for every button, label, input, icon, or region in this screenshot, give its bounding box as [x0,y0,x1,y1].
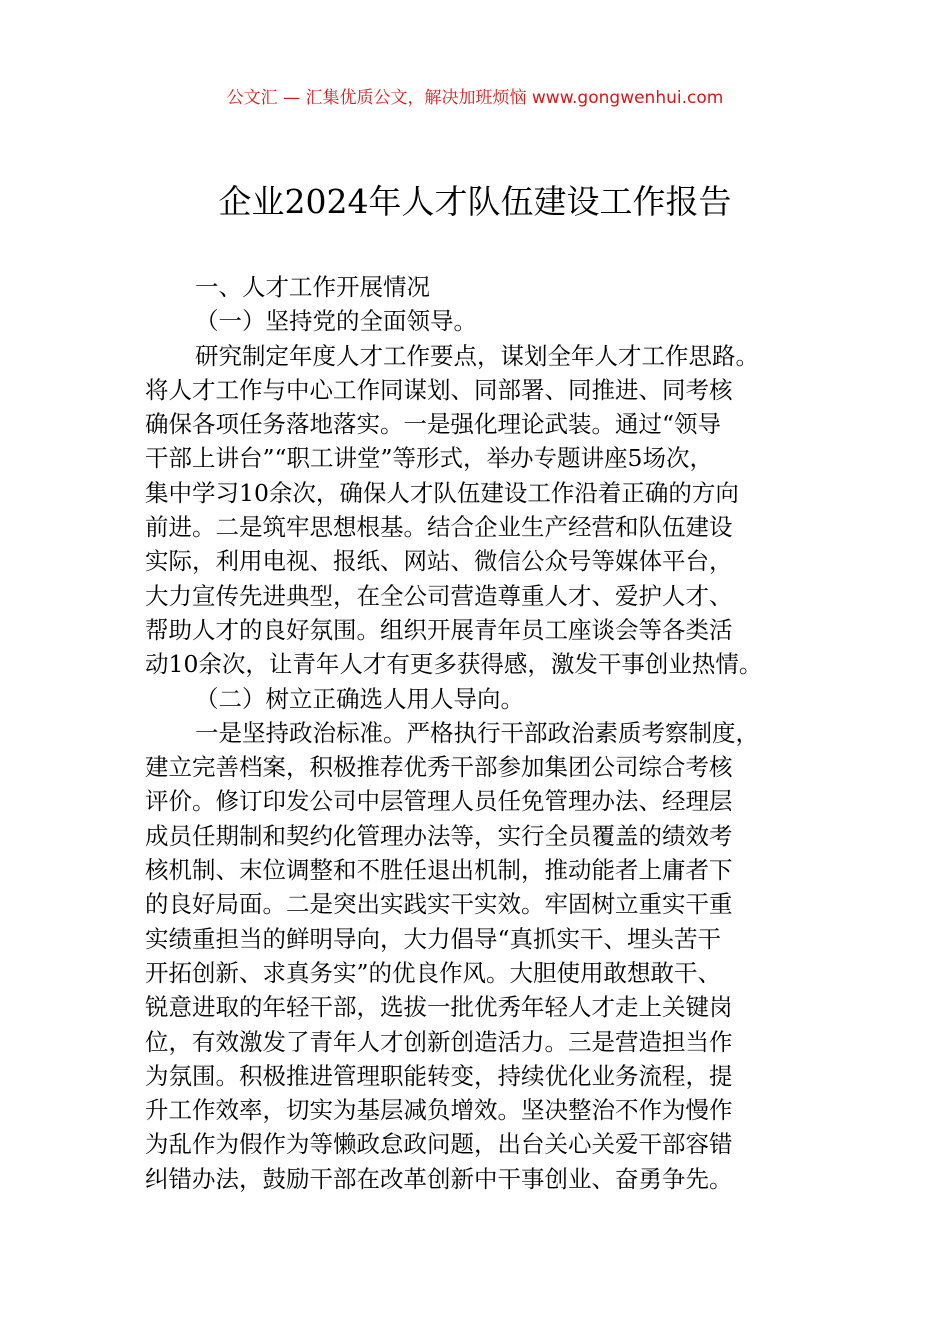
paragraph-line: 核机制、末位调整和不胜任退出机制，推动能者上庸者下 [145,856,733,885]
paragraph-line: 研究制定年度人才工作要点，谋划全年人才工作思路。 [195,341,759,370]
header-banner: 公文汇 — 汇集优质公文，解决加班烦恼 www.gongwenhui.com [226,88,724,108]
paragraph-line: 锐意进取的年轻干部，选拔一批优秀年轻人才走上关键岗 [145,993,733,1022]
paragraph-line: 的良好局面。二是突出实践实干实效。牢固树立重实干重 [145,890,733,919]
paragraph-line: 位，有效激发了青年人才创新创造活力。三是营造担当作 [145,1027,733,1056]
paragraph-line: 动10余次，让青年人才有更多获得感，激发干事创业热情。 [145,650,763,679]
paragraph-line: 开拓创新、求真务实”的优良作风。大胆使用敢想敢干、 [145,958,722,987]
paragraph-line: 升工作效率，切实为基层减负增效。坚决整治不作为慢作 [145,1096,733,1125]
paragraph-line: 评价。修订印发公司中层管理人员任免管理办法、经理层 [145,787,733,816]
paragraph-line: 大力宣传先进典型，在全公司营造尊重人才、爱护人才、 [145,581,733,610]
paragraph-line: 将人才工作与中心工作同谋划、同部署、同推进、同考核 [145,375,733,404]
section-heading: 一、人才工作开展情况 [195,273,430,301]
paragraph-line: 建立完善档案，积极推荐优秀干部参加集团公司综合考核 [145,753,733,782]
paragraph-line: 成员任期制和契约化管理办法等，实行全员覆盖的绩效考 [145,821,733,850]
paragraph-line: 为氛围。积极推进管理职能转变，持续优化业务流程，提 [145,1061,733,1090]
paragraph-line: 为乱作为假作为等懒政怠政问题，出台关心关爱干部容错 [145,1130,733,1159]
paragraph-line: 集中学习10余次，确保人才队伍建设工作沿着正确的方向 [145,478,739,507]
paragraph-line: 确保各项任务落地落实。一是强化理论武装。通过“领导 [145,410,722,439]
subsection-heading: （二）树立正确选人用人导向。 [195,684,524,713]
subsection-heading: （一）坚持党的全面领导。 [195,307,477,336]
paragraph-line: 一是坚持政治标准。严格执行干部政治素质考察制度， [195,718,759,747]
document-title: 企业2024年人才队伍建设工作报告 [218,182,732,221]
paragraph-line: 实绩重担当的鲜明导向，大力倡导“真抓实干、埋头苦干 [145,924,722,953]
document-body [145,270,805,1196]
paragraph-line: 纠错办法，鼓励干部在改革创新中干事创业、奋勇争先。 [145,1164,733,1193]
paragraph-line: 实际，利用电视、报纸、网站、微信公众号等媒体平台， [145,547,733,576]
paragraph-line: 前进。二是筑牢思想根基。结合企业生产经营和队伍建设 [145,513,733,542]
paragraph-line: 帮助人才的良好氛围。组织开展青年员工座谈会等各类活 [145,615,733,644]
paragraph-line: 干部上讲台”“职工讲堂”等形式，举办专题讲座5场次， [145,444,713,473]
